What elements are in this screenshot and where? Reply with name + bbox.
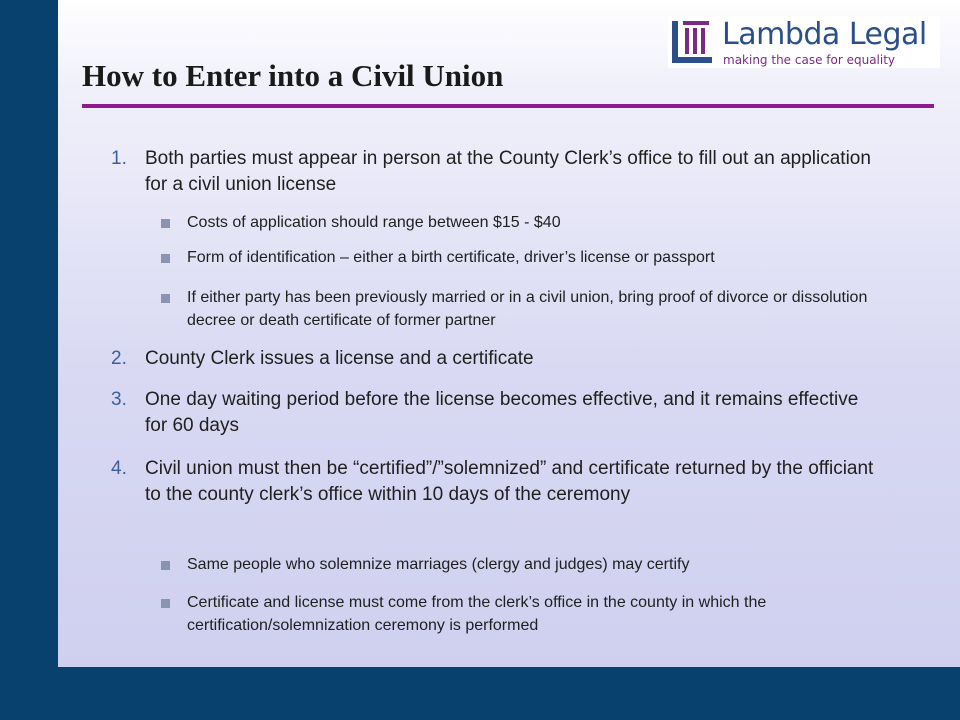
square-bullet-icon bbox=[161, 561, 170, 570]
logo-name: Lambda Legal bbox=[722, 17, 927, 52]
step-2 bbox=[111, 346, 881, 372]
lambda-legal-logo bbox=[668, 16, 940, 68]
step-number: 2. bbox=[111, 348, 127, 369]
step-4-subitem-1 bbox=[161, 553, 901, 576]
step-3 bbox=[111, 387, 881, 439]
step-text: Civil union must then be “certified”/”solemnized” and certificate returned by the officiant to the county clerk’s office within 10 days of the ceremony bbox=[145, 458, 874, 505]
top-rule bbox=[58, 0, 960, 2]
step-text: One day waiting period before the license becomes effective, and it remains effective for 60 days bbox=[145, 389, 859, 436]
step-text: Both parties must appear in person at the County Clerk’s office to fill out an application for a civil union license bbox=[145, 148, 871, 195]
step-number: 1. bbox=[111, 148, 127, 169]
step-4-subitem-2 bbox=[161, 591, 901, 637]
title-underline bbox=[82, 104, 934, 108]
subitem-text: Form of identification – either a birth certificate, driver’s license or passport bbox=[187, 249, 715, 266]
subitem-text: Same people who solemnize marriages (clergy and judges) may certify bbox=[187, 556, 690, 573]
subitem-text: Certificate and license must come from the clerk’s office in the county in which the certification/solemnization ceremony is performed bbox=[187, 594, 767, 634]
slide-title: How to Enter into a Civil Union bbox=[82, 58, 504, 93]
square-bullet-icon bbox=[161, 254, 170, 263]
pillar-icon bbox=[672, 19, 714, 65]
step-1-subitem-3 bbox=[161, 286, 901, 332]
step-1-subitem-2 bbox=[161, 246, 901, 269]
subitem-text: Costs of application should range between $15 - $40 bbox=[187, 214, 561, 231]
square-bullet-icon bbox=[161, 294, 170, 303]
step-1 bbox=[111, 146, 881, 198]
step-1-subitem-1 bbox=[161, 211, 901, 234]
square-bullet-icon bbox=[161, 599, 170, 608]
square-bullet-icon bbox=[161, 219, 170, 228]
step-4 bbox=[111, 456, 881, 508]
subitem-text: If either party has been previously married or in a civil union, bring proof of divorce or dissolution decree or death certificate of former partner bbox=[187, 289, 868, 329]
logo-tagline: making the case for equality bbox=[723, 53, 896, 67]
step-number: 3. bbox=[111, 389, 127, 410]
step-number: 4. bbox=[111, 458, 127, 479]
step-text: County Clerk issues a license and a certificate bbox=[145, 348, 534, 369]
